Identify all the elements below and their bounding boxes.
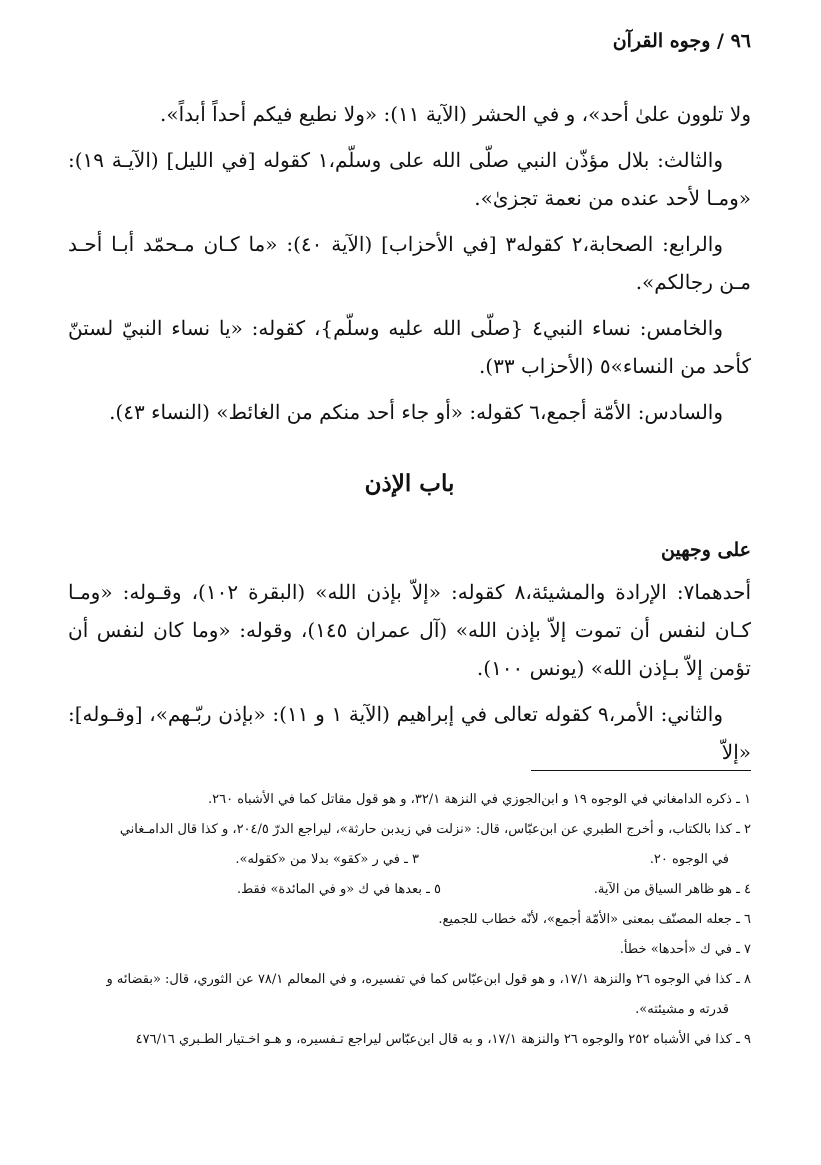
paragraph: أحدهما٧: الإرادة والمشيئة،٨ كقوله: «إلاّ بإذن الله» (البقرة ١٠٢)، وقـوله: «ومـا كـان لنفس أن تموت إلاّ بإذن الله» (آل عمران ١٤٥)، وقوله: «وما كان لنفس أن تؤمن إلاّ بـإذن الله» (يونس ١٠٠). [68,580,751,680]
paragraph: والخامس: نساء النبي٤ {صلّى الله عليه وسلّم}، كقوله: «يا نساء النبيّ لستنّ كأحد من النساء»٥ (الأحزاب ٣٣). [68,316,751,378]
paragraph: والسادس: الأمّة أجمع،٦ كقوله: «أو جاء أحد منكم من الغائط» (النساء ٤٣). [109,400,723,424]
footnote: ٤ ـ هو ظاهر السياق من الآية. [593,882,751,897]
paragraph: والثاني: الأمر،٩ كقوله تعالى في إبراهيم (الآية ١ و ١١): «بإذن ربّـهم»، [وقـوله]: «إلاّ [68,702,751,764]
footnote: ٨ ـ كذا في الوجوه ٢٦ والنزهة ١٧/١، و هو قول ابن‌عبّاس كما في تفسيره، و في المعالم ٧٨/١ عن الثوري، قال: «بقضائه و [106,972,751,987]
footnote: ٥ ـ بعدها في ك «و في المائدة» فقط. [237,882,441,897]
footnote: في الوجوه ٢٠. [649,852,729,867]
section-heading: باب الإذن [364,470,455,497]
footnote: ٣ ـ في ر «كقو» بدلا من «كقوله». [235,852,419,867]
footnote: ٧ ـ في ك «أحدها» خطأ. [619,942,751,957]
footnotes [68,785,751,1055]
section-subheading: على وجهين [661,539,751,561]
footnote: ٦ ـ جعله المصنّف بمعنى «الأمّة أجمع»، لأنّه خطاب للجميع. [438,912,751,927]
footnote: ٢ ـ كذا بالكتاب، و أخرج الطبري عن ابن‌عبّاس، قال: «نزلت في زيدبن حارثة»، ليراجع الدرّ ٢٠٤/٥، و كذا قال الدامـغاني [119,822,751,837]
footnote: قدرته و مشيئته». [635,1002,729,1017]
footnote-row [68,875,751,905]
paragraph: والثالث: بلال مؤذّن النبي صلّى الله على وسلّم،١ كقوله [في الليل] (الآيـة ١٩): «ومـا لأحد عنده من نعمة تجزىٰ». [68,148,751,210]
footnote-row [68,845,751,875]
paragraph: ولا تلوون علىٰ أحد»، و في الحشر (الآية ١١): «ولا نطيع فيكم أحداً أبداً». [160,102,751,126]
paragraph: والرابع: الصحابة،٢ كقوله٣ [في الأحزاب] (الآية ٤٠): «ما كـان مـحمّد أبـا أحـد مـن رجالكم». [68,232,751,294]
footnote: ١ ـ ذكره الدامغاني في الوجوه ١٩ و ابن‌الجوزي في النزهة ٣٢/١، و هو قول مقاتل كما في الأشباه ٢٦٠. [207,792,751,807]
main-text [68,95,751,779]
footnote-divider [531,770,751,771]
page-header: ٩٦ / وجوه القرآن [612,30,751,52]
footnote: ٩ ـ كذا في الأشباه ٢٥٢ والوجوه ٢٦ والنزهة ١٧/١، و به قال ابن‌عبّاس ليراجع تـفسيره، و هـو اخـتيار الطـبري ٤٧٦/١٦ [135,1032,751,1047]
